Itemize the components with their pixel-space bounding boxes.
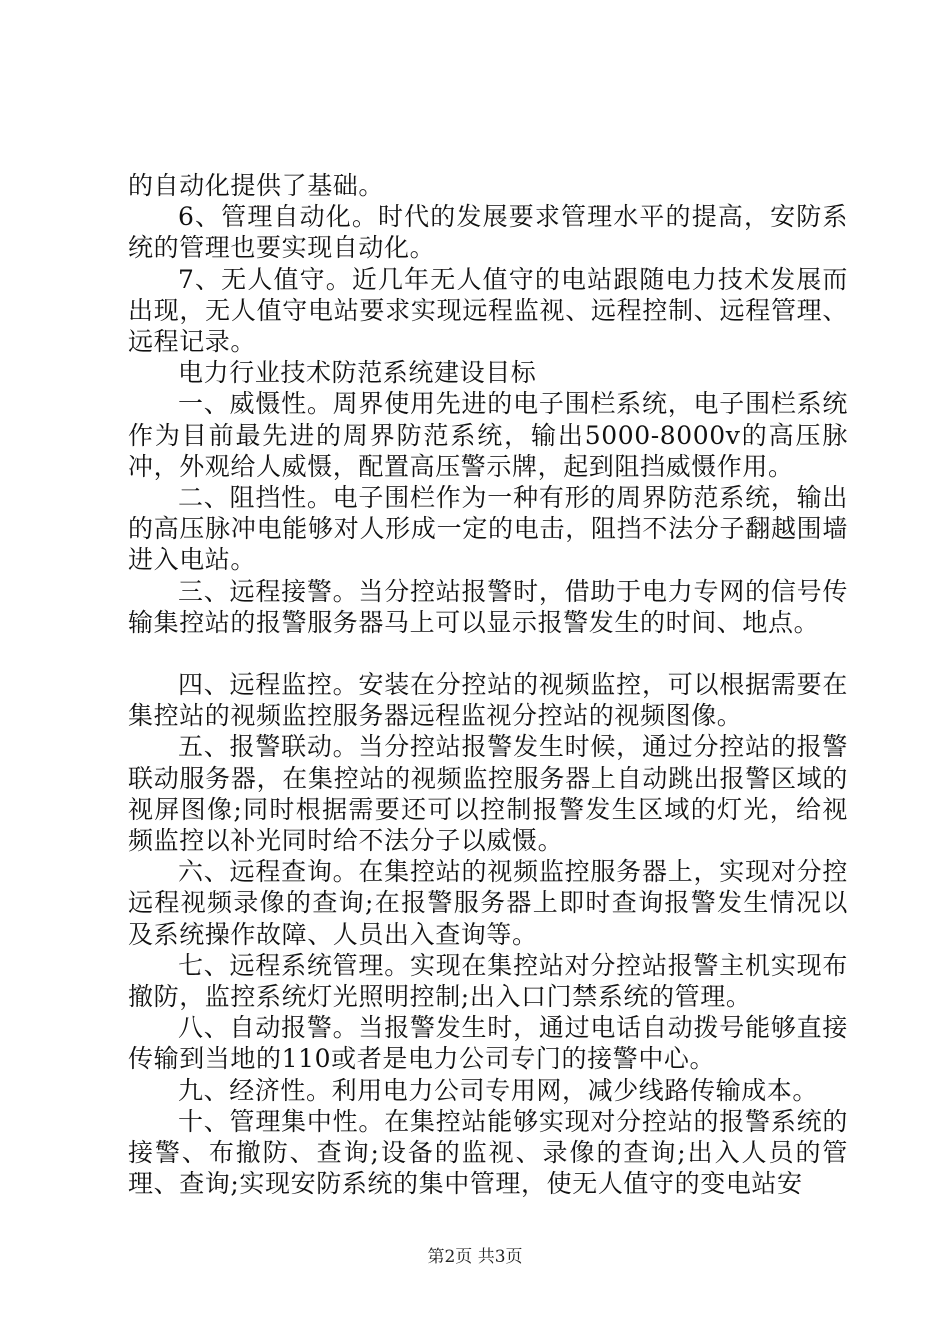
document-body (128, 170, 848, 1200)
paragraph-goal-5: 五、报警联动。当分控站报警发生时候，通过分控站的报警联动服务器，在集控站的视频监控服务器上自动跳出报警区域的视屏图像;同时根据需要还可以控制报警发生区域的灯光，给视频监控以补光同时给不法分子以威慑。 (128, 732, 848, 856)
page-footer: 第2页 共3页 (427, 1247, 523, 1267)
paragraph-goal-7: 七、远程系统管理。实现在集控站对分控站报警主机实现布撤防，监控系统灯光照明控制;出入口门禁系统的管理。 (128, 950, 848, 1012)
paragraph-goal-3: 三、远程接警。当分控站报警时，借助于电力专网的信号传输集控站的报警服务器马上可以显示报警发生的时间、地点。 (128, 576, 848, 637)
paragraph-goal-6: 六、远程查询。在集控站的视频监控服务器上，实现对分控远程视频录像的查询;在报警服务器上即时查询报警发生情况以及系统操作故障、人员出入查询等。 (128, 857, 848, 949)
paragraph-goal-1: 一、威慑性。周界使用先进的电子围栏系统，电子围栏系统作为目前最先进的周界防范系统，输出5000-8000v的高压脉冲，外观给人威慑，配置高压警示牌，起到阻挡威慑作用。 (128, 389, 848, 481)
paragraph-goal-2: 二、阻挡性。电子围栏作为一种有形的周界防范系统，输出的高压脉冲电能够对人形成一定的电击，阻挡不法分子翻越围墙进入电站。 (128, 483, 848, 575)
paragraph-item-7: 7、无人值守。近几年无人值守的电站跟随电力技术发展而出现，无人值守电站要求实现远程监视、远程控制、远程管理、远程记录。 (128, 264, 848, 357)
section-heading: 电力行业技术防范系统建设目标 (178, 358, 537, 388)
paragraph-goal-8: 八、自动报警。当报警发生时，通过电话自动拨号能够直接传输到当地的110或者是电力公司专门的接警中心。 (128, 1013, 848, 1074)
paragraph-goal-9: 九、经济性。利用电力公司专用网，减少线路传输成本。 (178, 1075, 819, 1105)
paragraph-goal-4: 四、远程监控。安装在分控站的视频监控，可以根据需要在集控站的视频监控服务器远程监视分控站的视频图像。 (128, 670, 848, 731)
paragraph-item-6: 6、管理自动化。时代的发展要求管理水平的提高，安防系统的管理也要实现自动化。 (128, 202, 848, 263)
paragraph-continuation: 的自动化提供了基础。 (128, 171, 385, 200)
paragraph-goal-10: 十、管理集中性。在集控站能够实现对分控站的报警系统的接警、布撤防、查询;设备的监视、录像的查询;出入人员的管理、查询;实现安防系统的集中管理，使无人值守的变电站安 (128, 1106, 848, 1199)
